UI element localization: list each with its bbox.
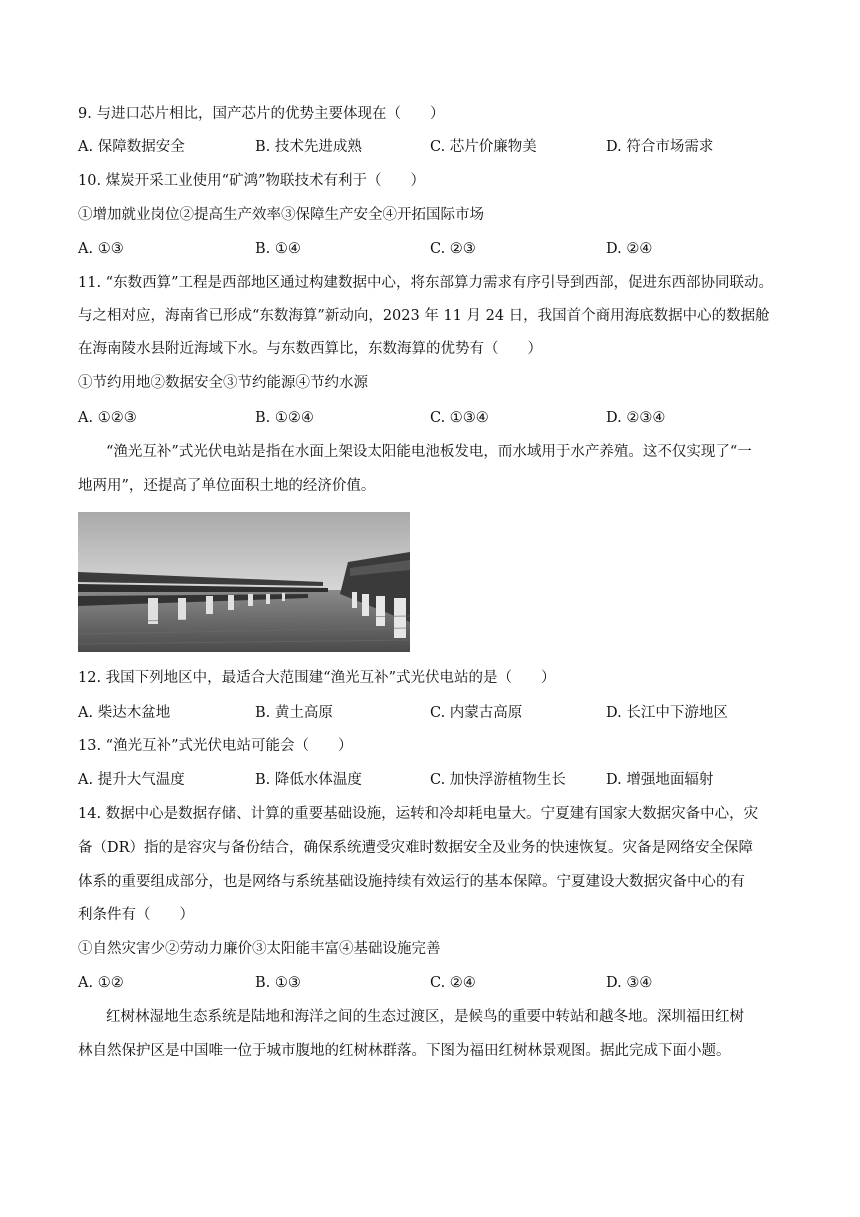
q10-options <box>78 239 758 259</box>
q14-line-2: 备（DR）指的是容灾与备份结合，确保系统遭受灾难时数据安全及业务的快速恢复。灾备是网络安全保障 <box>78 840 754 856</box>
q11-option-c: C. ①③④ <box>430 410 489 426</box>
q12-option-c: C. 内蒙古高原 <box>430 705 523 721</box>
q14-option-b: B. ①③ <box>255 975 301 991</box>
q11-line-1: 11. “东数西算”工程是西部地区通过构建数据中心，将东部算力需求有序引导到西部，促进东西部协同联动。 <box>78 275 773 291</box>
q9-option-a: A. 保障数据安全 <box>78 139 185 155</box>
q10-option-c: C. ②③ <box>430 241 476 257</box>
passage2-line-2: 林自然保护区是中国唯一位于城市腹地的红树林群落。下图为福田红树林景观图。据此完成下面小题。 <box>78 1043 731 1059</box>
q14-line-3: 体系的重要组成部分，也是网络与系统基础设施持续有效运行的基本保障。宁夏建设大数据灾备中心的有 <box>78 874 745 890</box>
q12-option-d: D. 长江中下游地区 <box>606 705 728 721</box>
passage1-line-1: “渔光互补”式光伏电站是指在水面上架设太阳能电池板发电，而水域用于水产养殖。这不仅实现了“一 <box>106 444 752 460</box>
q12-options <box>78 703 758 723</box>
q13-option-a: A. 提升大气温度 <box>78 772 185 788</box>
q11-option-a: A. ①②③ <box>78 410 137 426</box>
q9-stem: 9. 与进口芯片相比，国产芯片的优势主要体现在（ ） <box>78 106 445 122</box>
q10-items: ①增加就业岗位②提高生产效率③保障生产安全④开拓国际市场 <box>78 207 484 223</box>
q9-option-c: C. 芯片价廉物美 <box>430 139 537 155</box>
q14-line-4: 利条件有（ ） <box>78 907 194 923</box>
q14-items: ①自然灾害少②劳动力廉价③太阳能丰富④基础设施完善 <box>78 941 441 957</box>
q11-option-d: D. ②③④ <box>606 410 666 426</box>
q12-option-a: A. 柴达木盆地 <box>78 705 171 721</box>
q14-option-c: C. ②④ <box>430 975 476 991</box>
q11-option-b: B. ①②④ <box>255 410 314 426</box>
q11-line-2: 与之相对应，海南省已形成“东数海算”新动向，2023 年 11 月 24 日，我国首个商用海底数据中心的数据舱 <box>78 308 770 324</box>
q13-stem: 13. “渔光互补”式光伏电站可能会（ ） <box>78 738 353 754</box>
q13-option-b: B. 降低水体温度 <box>255 772 362 788</box>
q12-stem: 12. 我国下列地区中，最适合大范围建“渔光互补”式光伏电站的是（ ） <box>78 670 556 686</box>
q9-option-b: B. 技术先进成熟 <box>255 139 362 155</box>
solar-panel-photo <box>78 512 410 652</box>
q13-options <box>78 770 758 790</box>
q11-items: ①节约用地②数据安全③节约能源④节约水源 <box>78 375 368 391</box>
q10-option-b: B. ①④ <box>255 241 301 257</box>
q14-options <box>78 973 758 993</box>
q10-stem: 10. 煤炭开采工业使用“矿鸿”物联技术有利于（ ） <box>78 173 425 189</box>
q11-options <box>78 408 758 428</box>
q14-line-1: 14. 数据中心是数据存储、计算的重要基础设施，运转和冷却耗电量大。宁夏建有国家大数据灾备中心，灾 <box>78 806 759 822</box>
q10-option-a: A. ①③ <box>78 241 124 257</box>
passage2-line-1: 红树林湿地生态系统是陆地和海洋之间的生态过渡区，是候鸟的重要中转站和越冬地。深圳福田红树 <box>106 1009 744 1025</box>
passage1-line-2: 地两用”，还提高了单位面积土地的经济价值。 <box>78 478 376 494</box>
q13-option-d: D. 增强地面辐射 <box>606 772 714 788</box>
q14-option-d: D. ③④ <box>606 975 653 991</box>
q10-option-d: D. ②④ <box>606 241 653 257</box>
q9-options <box>78 137 758 157</box>
q12-option-b: B. 黄土高原 <box>255 705 333 721</box>
q11-line-3: 在海南陵水县附近海域下水。与东数西算比，东数海算的优势有（ ） <box>78 341 542 357</box>
q14-option-a: A. ①② <box>78 975 124 991</box>
q13-option-c: C. 加快浮游植物生长 <box>430 772 566 788</box>
q9-option-d: D. 符合市场需求 <box>606 139 714 155</box>
